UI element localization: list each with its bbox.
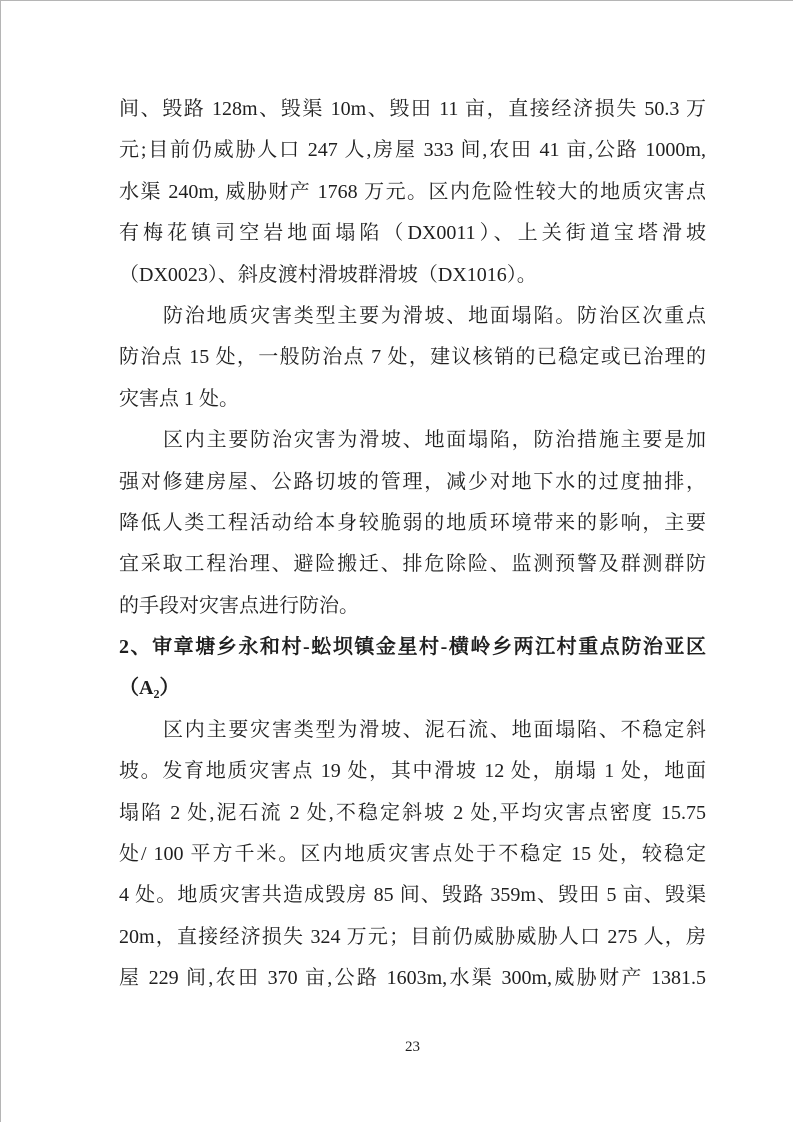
section-heading-line: 2、审章塘乡永和村-蚣坝镇金星村-横岭乡两江村重点防治亚区 — [119, 636, 706, 659]
body-line: 降低人类工程活动给本身较脆弱的地质环境带来的影响，主要 — [119, 511, 706, 534]
body-line: 防治地质灾害类型主要为滑坡、地面塌陷。防治区次重点 — [163, 304, 706, 327]
body-line: 区内主要灾害类型为滑坡、泥石流、地面塌陷、不稳定斜 — [163, 718, 706, 741]
body-line: （DX0023）、斜皮渡村滑坡群滑坡（DX1016）。 — [119, 263, 537, 286]
body-line: 防治点 15 处，一般防治点 7 处，建议核销的已稳定或已治理的 — [119, 346, 706, 369]
body-line: 宜采取工程治理、避险搬迁、排危除险、监测预警及群测群防 — [119, 553, 706, 576]
document-text — [119, 89, 706, 1000]
body-line: 的手段对灾害点进行防治。 — [119, 594, 359, 617]
body-line: 处/ 100 平方千米。区内地质灾害点处于不稳定 15 处，较稳定 — [119, 843, 706, 866]
body-line: 屋 229 间,农田 370 亩,公路 1603m,水渠 300m,威胁财产 1381.5 — [119, 967, 706, 990]
body-line: 间、毁路 128m、毁渠 10m、毁田 11 亩，直接经济损失 50.3 万 — [119, 98, 706, 120]
section-heading-line: （A₂） — [119, 677, 180, 700]
body-line: 坡。发育地质灾害点 19 处，其中滑坡 12 处，崩塌 1 处，地面 — [119, 760, 706, 783]
body-line: 塌陷 2 处,泥石流 2 处,不稳定斜坡 2 处,平均灾害点密度 15.75 — [119, 801, 706, 824]
body-line: 区内主要防治灾害为滑坡、地面塌陷，防治措施主要是加 — [163, 429, 706, 452]
body-line: 4 处。地质灾害共造成毁房 85 间、毁路 359m、毁田 5 亩、毁渠 — [119, 884, 706, 907]
page-number: 23 — [405, 1039, 420, 1055]
body-line: 灾害点 1 处。 — [119, 387, 239, 410]
body-line: 元;目前仍威胁人口 247 人,房屋 333 间,农田 41 亩,公路 1000m, — [119, 139, 706, 162]
body-line: 水渠 240m, 威胁财产 1768 万元。区内危险性较大的地质灾害点 — [119, 180, 706, 203]
body-line: 强对修建房屋、公路切坡的管理，减少对地下水的过度抽排， — [119, 470, 706, 493]
body-line: 有梅花镇司空岩地面塌陷（DX0011）、上关街道宝塔滑坡 — [119, 222, 706, 245]
body-line: 20m，直接经济损失 324 万元；目前仍威胁威胁人口 275 人，房 — [119, 925, 706, 948]
